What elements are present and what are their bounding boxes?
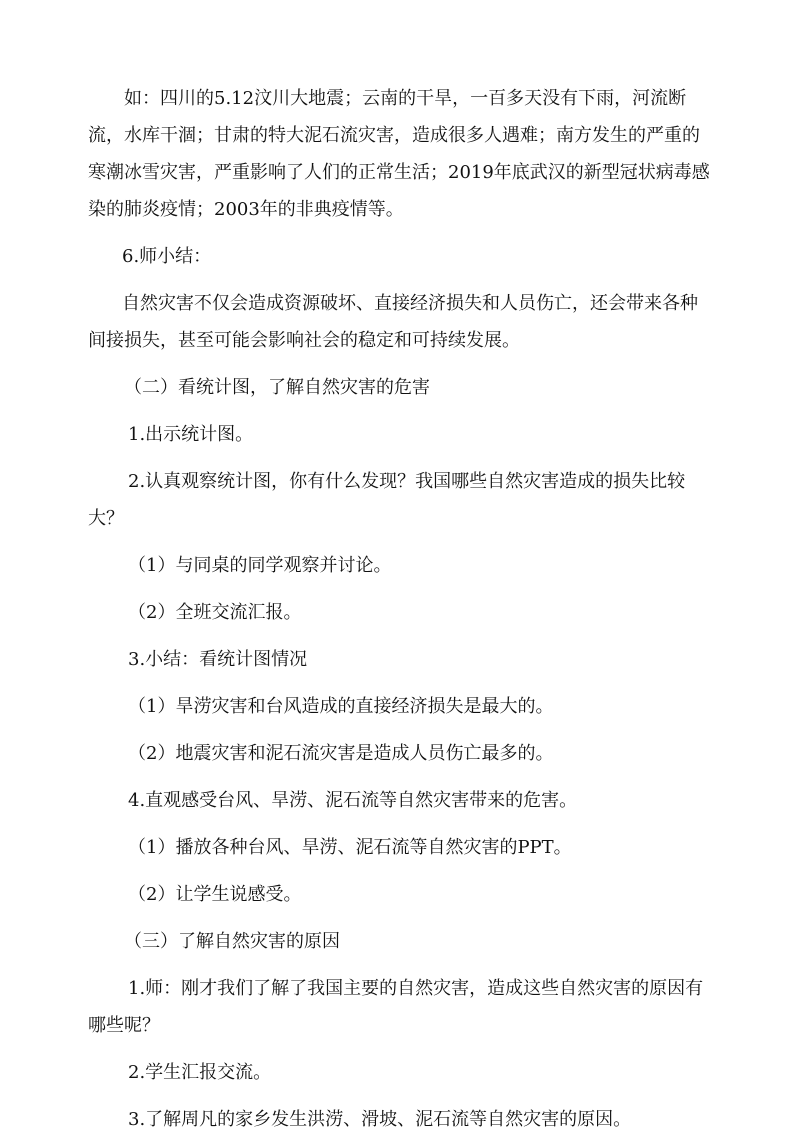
paragraph-cause-item-3: 3.了解周凡的家乡发生洪涝、滑坡、泥石流等自然灾害的原因。 xyxy=(128,1109,632,1130)
spacer xyxy=(88,537,710,547)
paragraph-subitem-4-1: （1）播放各种台风、旱涝、泥石流等自然灾害的PPT。 xyxy=(128,837,572,858)
document-content xyxy=(88,80,710,1138)
paragraph-teacher-summary-heading: 6.师小结： xyxy=(122,246,212,267)
spacer xyxy=(88,772,710,782)
paragraph-cause-item-1: 1.师：刚才我们了解了我国主要的自然灾害，造成这些自然灾害的原因有哪些呢？ xyxy=(88,978,704,1036)
paragraph-cause-item-2: 2.学生汇报交流。 xyxy=(128,1062,272,1083)
section-heading-2: （二）看统计图，了解自然灾害的危害 xyxy=(124,377,430,398)
paragraph-item-2: 2.认真观察统计图，你有什么发现？我国哪些自然灾害造成的损失比较大？ xyxy=(88,471,686,529)
spacer xyxy=(88,678,710,688)
spacer xyxy=(88,1044,710,1054)
paragraph-subitem-2-1: （1）与同桌的同学观察并讨论。 xyxy=(128,555,392,576)
section-heading-3: （三）了解自然灾害的原因 xyxy=(124,931,340,952)
paragraph-subitem-4-2: （2）让学生说感受。 xyxy=(128,884,302,905)
spacer xyxy=(88,228,710,238)
spacer xyxy=(88,960,710,970)
spacer xyxy=(88,1091,710,1101)
paragraph-item-3: 3.小结：看统计图情况 xyxy=(128,649,308,670)
spacer xyxy=(88,725,710,735)
spacer xyxy=(88,866,710,876)
spacer xyxy=(88,819,710,829)
paragraph-subitem-2-2: （2）全班交流汇报。 xyxy=(128,602,302,623)
spacer xyxy=(88,631,710,641)
paragraph-item-4: 4.直观感受台风、旱涝、泥石流等自然灾害带来的危害。 xyxy=(128,790,578,811)
spacer xyxy=(88,275,710,285)
paragraph-item-1: 1.出示统计图。 xyxy=(128,424,254,445)
spacer xyxy=(88,584,710,594)
spacer xyxy=(88,406,710,416)
paragraph-subitem-3-1: （1）旱涝灾害和台风造成的直接经济损失是最大的。 xyxy=(128,696,554,717)
spacer xyxy=(88,913,710,923)
spacer xyxy=(88,453,710,463)
paragraph-teacher-summary: 自然灾害不仅会造成资源破坏、直接经济损失和人员伤亡，还会带来各种间接损失，甚至可能会影响社会的稳定和可持续发展。 xyxy=(88,293,698,351)
paragraph-examples: 如：四川的5.12汶川大地震；云南的干旱，一百多天没有下雨，河流断流，水库干涸；甘肃的特大泥石流灾害，造成很多人遇难；南方发生的严重的寒潮冰雪灾害，严重影响了人们的正常生活；2019年底武汉的新型冠状病毒感染的肺炎疫情；2003年的非典疫情等。 xyxy=(88,88,710,220)
spacer xyxy=(88,359,710,369)
paragraph-subitem-3-2: （2）地震灾害和泥石流灾害是造成人员伤亡最多的。 xyxy=(128,743,554,764)
